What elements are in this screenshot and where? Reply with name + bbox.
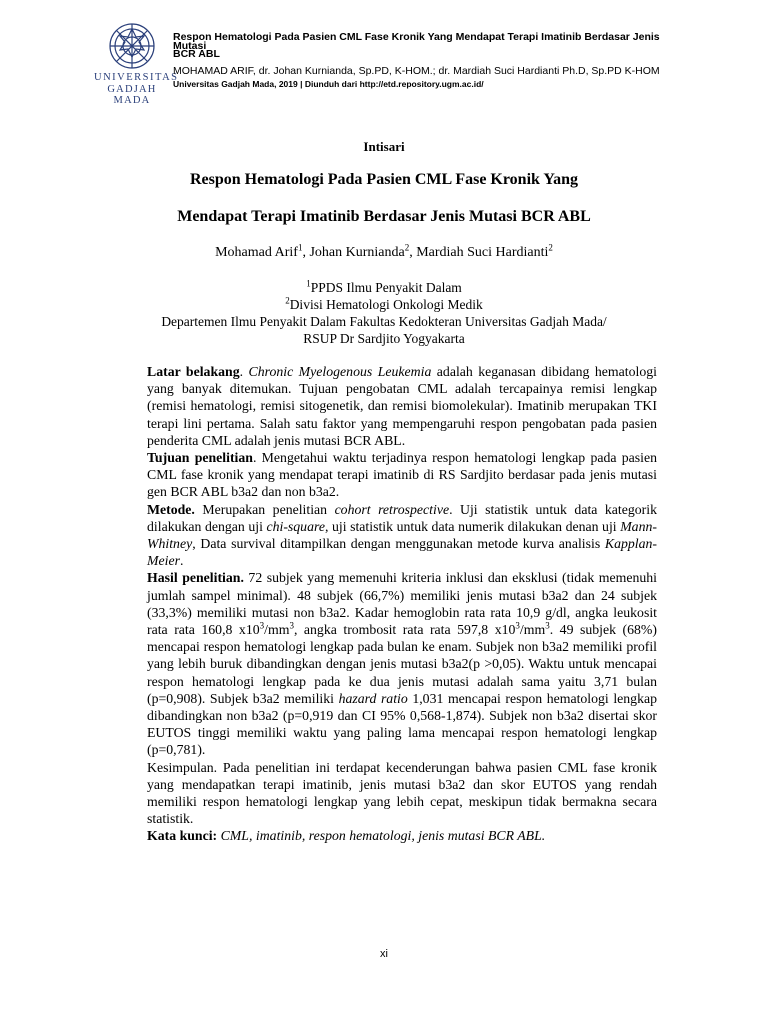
header-title — [173, 33, 733, 59]
logo-text-universitas: UNIVERSITAS — [94, 72, 179, 83]
header-authors: MOHAMAD ARIF, dr. Johan Kurnianda, Sp.PD, K-HOM.; dr. Mardiah Suci Hardianti Ph.D, Sp.PD K-HOM — [173, 65, 660, 77]
text-run: /mm — [264, 622, 290, 638]
header-university-source: Universitas Gadjah Mada, 2019 | Diunduh dari http://etd.repository.ugm.ac.id/ — [173, 79, 484, 89]
italic-term: hazard ratio — [338, 690, 408, 706]
page-header — [0, 0, 768, 110]
abstract-results — [147, 569, 657, 758]
abstract-body — [147, 363, 657, 845]
abstract-background — [147, 363, 657, 449]
affiliation-1 — [0, 280, 768, 296]
italic-term: Kapplan-Meier — [147, 536, 657, 569]
objective-label: Tujuan penelitian — [147, 450, 253, 466]
methods-label: Metode. — [147, 501, 195, 517]
superscript: 3 — [259, 620, 265, 631]
text-run: . Mengetahui waktu terjadinya respon hematologi lengkap pada pasien CML fase kronik yang mendapat terapi imatinib di RS Sardjito berdasar pada jenis mutasi gen BCR ABL b3a2 dan non b3a2. — [147, 450, 657, 500]
paper-title-line1: Respon Hematologi Pada Pasien CML Fase Kronik Yang — [189, 171, 579, 188]
affiliation-mark: 1 — [306, 278, 311, 289]
affiliation-department: Departemen Ilmu Penyakit Dalam Fakultas Kedokteran Universitas Gadjah Mada/ — [161, 314, 607, 329]
text-run: , uji statistik untuk data numerik dilakukan denan uji — [324, 518, 621, 534]
affiliation-2 — [0, 297, 768, 313]
author-name: Mohamad Arif — [215, 245, 298, 260]
affiliation-text: Divisi Hematologi Onkologi Medik — [289, 297, 483, 312]
text-run: . — [239, 364, 249, 379]
paper-title-line2: Mendapat Terapi Imatinib Berdasar Jenis Mutasi BCR ABL — [177, 208, 591, 225]
text-run: , angka trombosit rata rata 597,8 x10 — [293, 622, 516, 638]
italic-term: Chronic Myelogenous Leukemia — [248, 364, 432, 379]
text-run: 72 subjek yang memenuhi kriteria inklusi dan eksklusi (tidak memenuhi jumlah sampel minimal). 48 subjek (66,7%) memiliki jenis mutasi b3a2 dan 24 subjek (33,3%) memiliki mutasi non b3a2. Kadar hemoglobin rata rata 10,9 g/dl, angka leukosit rata rata 160,8 x10 — [147, 570, 657, 638]
header-title-line1: Respon Hematologi Pada Pasien CML Fase Kronik Yang Mendapat Terapi Imatinib Berdasar Jenis — [173, 31, 660, 43]
logo-text-gadjah-mada: GADJAH MADA — [107, 84, 157, 106]
author-affiliation-mark: 1 — [297, 242, 303, 253]
affiliation-mark: 2 — [285, 295, 290, 306]
affiliation-text: PPDS Ilmu Penyakit Dalam — [310, 280, 462, 295]
background-label: Latar belakang — [147, 364, 240, 379]
abstract-keywords — [147, 827, 657, 844]
keywords-text: CML, imatinib, respon hematologi, jenis mutasi BCR ABL. — [217, 828, 546, 844]
section-heading: Intisari — [363, 139, 405, 154]
superscript: 3 — [545, 620, 550, 631]
author-name: , Johan Kurnianda — [302, 245, 405, 260]
page-number: xi — [380, 948, 388, 960]
ugm-emblem-icon — [104, 20, 160, 72]
header-title-line2: Mutasi — [173, 39, 207, 52]
author-affiliation-mark: 2 — [404, 242, 410, 253]
author-name: , Mardiah Suci Hardianti — [409, 245, 549, 260]
text-run: 1,031 mencapai respon hematologi lengkap dibandingkan non b3a2 (p=0,919 dan CI 95% 0,568-1,874). Subjek non b3a2 disertai skor EUTOS tinggi memiliki waktu yang paling lama mencapai respon hematologi lengkap (p=0,781). — [147, 690, 657, 758]
text-run: . — [179, 553, 184, 569]
superscript: 3 — [515, 620, 520, 631]
header-title-line3: BCR ABL — [173, 48, 220, 60]
italic-term: cohort retrospective — [334, 501, 450, 517]
abstract-methods — [147, 501, 657, 570]
text-run: . 49 subjek (68%) mencapai respon hematologi lengkap pada bulan ke enam. Subjek non b3a2 memiliki profil yang lebih buruk dibandingkan dengan jenis mutasi b3a2(p >0,05). Waktu untuk mencapai respon hematologi lengkap pada ke dua jenis mutasi adalah sama yaitu 3,71 bulan (p=0,908). Subjek b3a2 memiliki — [147, 622, 657, 706]
author-list — [0, 242, 768, 261]
text-run: , Data survival ditampilkan dengan menggunakan metode kurva analisis — [192, 536, 605, 552]
abstract-objective — [147, 449, 657, 501]
results-label: Hasil penelitian. — [147, 570, 244, 586]
abstract-conclusion: Kesimpulan. Pada penelitian ini terdapat kecenderungan bahwa pasien CML fase kronik yang mendapatkan terapi imatinib, jenis mutasi b3a2 dan skor EUTOS yang rendah memiliki respon hematologi lengkap yang lebih cepat, meskipun tidak bermakna secara statistik. — [147, 759, 657, 827]
italic-term: Mann-Whitney — [147, 518, 657, 552]
text-run: adalah keganasan dibidang hematologi yang banyak ditemukan. Tujuan pengobatan CML adalah tercapainya remisi lengkap (remisi hematologi, remisi sitogenetik, dan remisi biomolekular). Imatinib merupakan TKI terapi lini pertama. Salah satu faktor yang mempengaruhi respon pengobatan pada pasien penderita CML adalah jenis mutasi BCR ABL. — [147, 364, 657, 448]
superscript: 3 — [289, 620, 294, 631]
text-run: . Uji statistik untuk data kategorik dilakukan dengan uji — [147, 501, 657, 534]
italic-term: chi-square — [266, 518, 325, 534]
keywords-label: Kata kunci: — [147, 828, 218, 844]
university-logo — [94, 20, 179, 106]
affiliation-hospital: RSUP Dr Sardjito Yogyakarta — [303, 331, 465, 346]
author-affiliation-mark: 2 — [548, 242, 553, 253]
text-run: /mm — [519, 622, 546, 638]
text-run: Merupakan penelitian — [194, 501, 335, 517]
